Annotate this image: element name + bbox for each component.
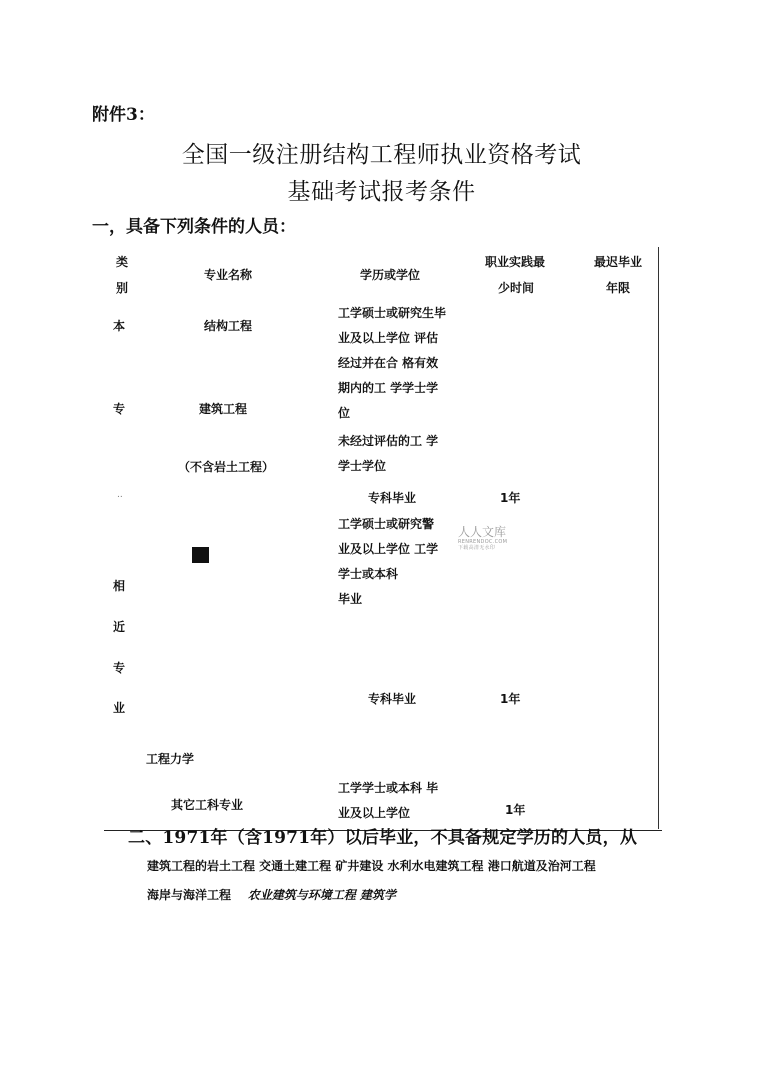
- category-benzhuan-1: 本: [113, 319, 126, 333]
- attachment-label: 附件3：: [92, 105, 155, 125]
- section2-heading: 二、1971年（含1971年）以后毕业，不具备规定学历的人员，从: [128, 828, 638, 848]
- watermark: [458, 526, 507, 551]
- stray-dots: ..: [117, 490, 123, 500]
- category-xiangjin-4: 业: [113, 701, 126, 715]
- related-majors-line1: 建筑工程的岩土工程 交通土建工程 矿井建设 水利水电建筑工程 港口航道及治河工程: [147, 859, 596, 873]
- degree-block-1: 工学硕士或研究生毕 业及以上学位 评估 经过并在合 格有效 期内的工 学学士学 位: [338, 306, 447, 420]
- header-graduation-2: 年限: [606, 281, 631, 295]
- section1-heading: 一，具备下列条件的人员：: [92, 217, 296, 237]
- related-majors-line2: [147, 886, 396, 903]
- degree-junior-college-1: 专科毕业: [368, 491, 417, 505]
- major-structural: 结构工程: [204, 319, 253, 333]
- practice-time-3: 1年: [505, 803, 526, 817]
- category-xiangjin-3: 专: [113, 661, 126, 675]
- major-architectural: 建筑工程: [199, 402, 248, 416]
- document-title-line2: 基础考试报考条件: [287, 179, 476, 205]
- table-right-border: [658, 247, 659, 829]
- watermark-tagline: 下载高清无水印: [458, 545, 496, 551]
- watermark-logo-text: 人人文库: [458, 525, 507, 539]
- header-category-2: 别: [116, 281, 129, 295]
- major-other-engineering: 其它工科专业: [171, 798, 244, 812]
- header-practice-2: 少时间: [498, 281, 535, 295]
- degree-junior-college-2: 专科毕业: [368, 692, 417, 706]
- degree-block-4: 工学学士或本科 毕 业及以上学位: [338, 781, 439, 820]
- related-majors-normal: 海岸与海洋工程: [147, 888, 232, 902]
- category-benzhuan-2: 专: [113, 402, 126, 416]
- header-practice-1: 职业实践最: [485, 255, 546, 269]
- major-exclude-geotech: （不含岩土工程）: [178, 460, 275, 474]
- header-graduation-1: 最迟毕业: [594, 255, 643, 269]
- degree-block-2: 未经过评估的工 学 学士学位: [338, 434, 439, 473]
- black-square-mark: [192, 547, 209, 563]
- category-xiangjin-2: 近: [113, 620, 126, 634]
- major-engineering-mechanics: 工程力学: [146, 752, 195, 766]
- header-degree: 学历或学位: [360, 268, 421, 282]
- watermark-url: RENRENDOC.COM: [458, 539, 508, 545]
- header-major-name: 专业名称: [204, 268, 253, 282]
- header-category-1: 类: [116, 255, 129, 269]
- category-xiangjin-1: 相: [113, 579, 126, 593]
- document-title-line1: 全国一级注册结构工程师执业资格考试: [181, 142, 582, 168]
- practice-time-1: 1年: [500, 491, 521, 505]
- degree-block-3: 工学硕士或研究警 业及以上学位 工学 学士或本科 毕业: [338, 517, 439, 606]
- practice-time-2: 1年: [500, 692, 521, 706]
- related-majors-italic: 农业建筑与环境工程 建筑学: [247, 888, 396, 902]
